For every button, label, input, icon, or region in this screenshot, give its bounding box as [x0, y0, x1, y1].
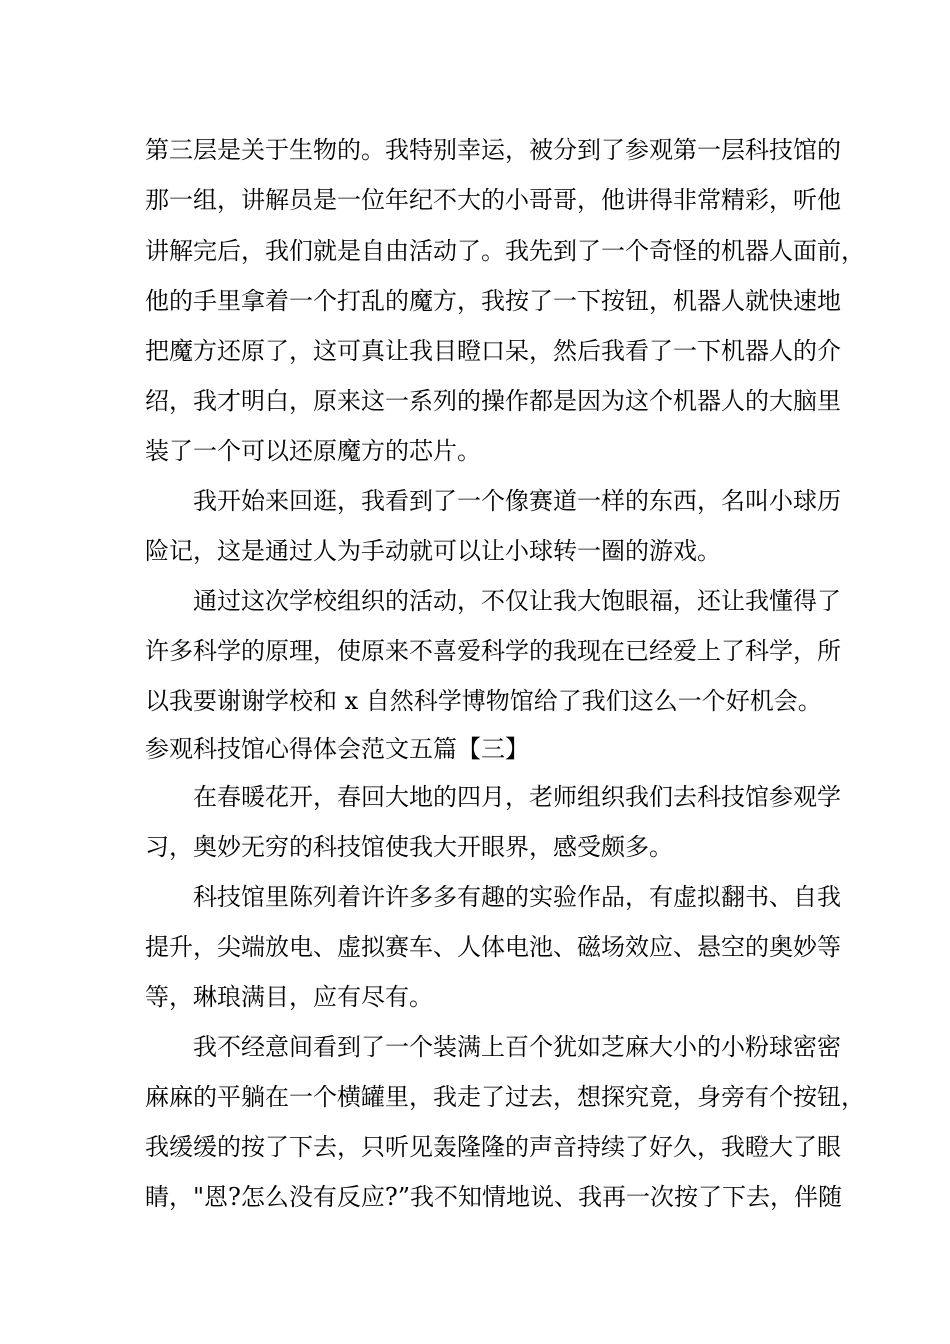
text-line: 我不经意间看到了一个装满上百个犹如芝麻大小的小粉球密密	[193, 1033, 841, 1061]
text-line: 睛，"恩?怎么没有反应?”我不知情地说、我再一次按了下去，伴随	[145, 1183, 843, 1211]
text-line: 第三层是关于生物的。我特别幸运，被分到了参观第一层科技馆的	[145, 136, 841, 164]
text-line: 许多科学的原理，使原来不喜爱科学的我现在已经爱上了科学，所	[145, 637, 841, 665]
text-line: 那一组，讲解员是一位年纪不大的小哥哥，他讲得非常精彩，听他	[145, 186, 841, 214]
text-line: 习，奥妙无穷的科技馆使我大开眼界，感受颇多。	[145, 833, 673, 861]
text-line: 绍，我才明白，原来这一系列的操作都是因为这个机器人的大脑里	[145, 387, 841, 415]
text-line: 以我要谢谢学校和 x 自然科学博物馆给了我们这么一个好机会。	[145, 687, 822, 715]
text-line: 科技馆里陈列着许许多多有趣的实验作品，有虚拟翻书、自我	[193, 883, 841, 911]
text-line: 我缓缓的按了下去，只听见轰隆隆的声音持续了好久，我瞪大了眼	[145, 1133, 841, 1161]
text-line: 我开始来回逛，我看到了一个像赛道一样的东西，名叫小球历	[193, 487, 841, 515]
text-line: 通过这次学校组织的活动，不仅让我大饱眼福，还让我懂得了	[193, 587, 841, 615]
text-line: 把魔方还原了，这可真让我目瞪口呆，然后我看了一下机器人的介	[145, 337, 841, 365]
text-line: 等，琳琅满目，应有尽有。	[145, 983, 433, 1011]
text-line: 讲解完后，我们就是自由活动了。我先到了一个奇怪的机器人面前，	[145, 237, 865, 265]
text-line: 麻麻的平躺在一个横罐里，我走了过去，想探究竟，身旁有个按钮，	[145, 1083, 865, 1111]
text-line: 提升，尖端放电、虚拟赛车、人体电池、磁场效应、悬空的奥妙等	[145, 933, 841, 961]
section-heading: 参观科技馆心得体会范文五篇【三】	[145, 735, 529, 763]
text-line: 在春暖花开，春回大地的四月，老师组织我们去科技馆参观学	[193, 783, 841, 811]
text-line: 他的手里拿着一个打乱的魔方，我按了一下按钮，机器人就快速地	[145, 287, 841, 315]
text-line: 装了一个可以还原魔方的芯片。	[145, 437, 481, 465]
text-line: 险记，这是通过人为手动就可以让小球转一圈的游戏。	[145, 537, 721, 565]
